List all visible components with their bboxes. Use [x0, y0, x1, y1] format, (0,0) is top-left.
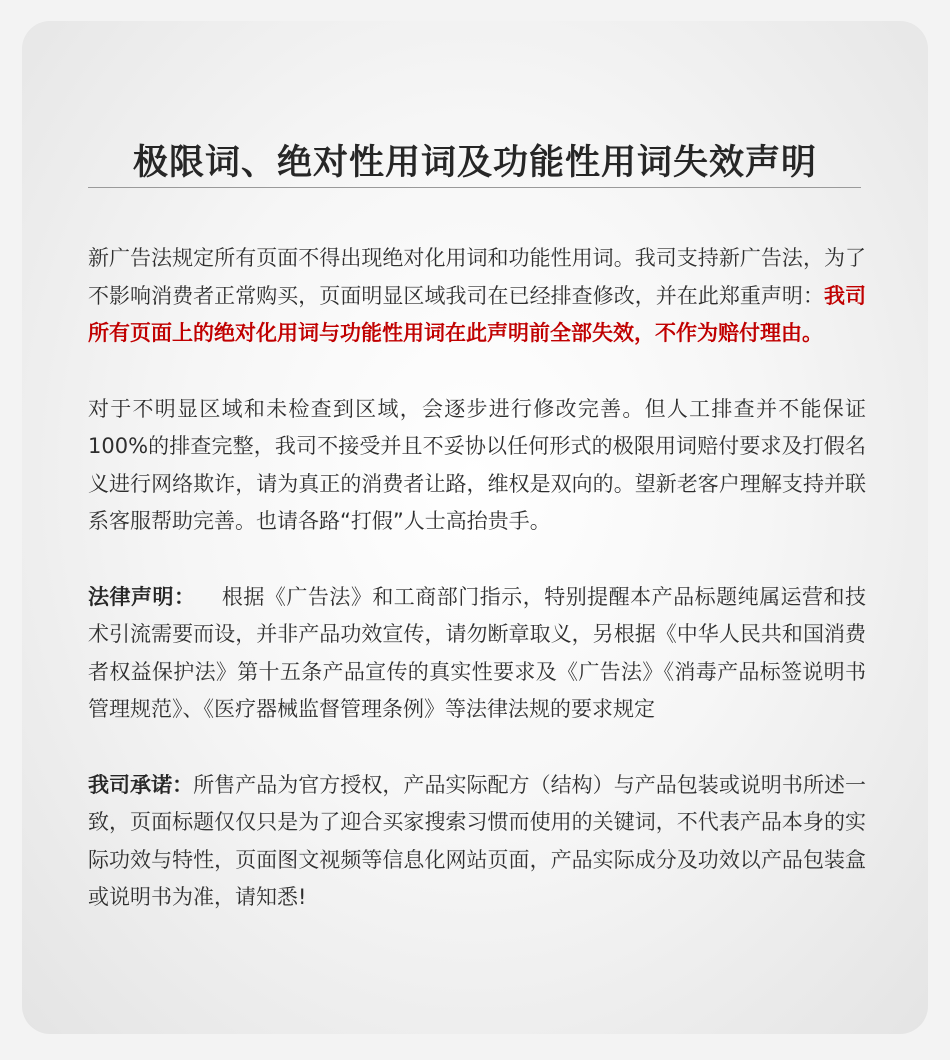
page-title: 极限词、绝对性用词及功能性用词失效声明 [132, 143, 817, 183]
title-divider [88, 187, 861, 188]
commitment-text: 所售产品为官方授权，产品实际配方（结构）与产品包装或说明书所述一致，页面标题仅仅只是为了迎合买家搜索习惯而使用的关键词，不代表产品本身的实际功效与特性，页面图文视频等信息化网站页面，产品实际成分及功效以产品包装盒或说明书为准，请知悉! [88, 772, 866, 909]
legal-statement-label: 法律声明： [88, 584, 196, 609]
paragraph-unchecked-areas [88, 391, 866, 541]
legal-statement-text: 根据《广告法》和工商部门指示，特别提醒本产品标题纯属运营和技术引流需要而设，并非产品功效宣传，请勿断章取义，另根据《中华人民共和国消费者权益保护法》第十五条产品宣传的真实性要求及《广告法》《消毒产品标签说明书管理规范》、《医疗器械监督管理条例》等法律法规的要求规定 [88, 584, 867, 721]
paragraph-unchecked-areas-text: 对于不明显区域和未检查到区域，会逐步进行修改完善。但人工排查并不能保证100%的排查完整，我司不接受并且不妥协以任何形式的极限用词赔付要求及打假名义进行网络欺诈，请为真正的消费者让路，维权是双向的。望新老客户理解支持并联系客服帮助完善。也请各路“打假”人士高抬贵手。 [88, 396, 866, 533]
paragraph-ad-law-text: 新广告法规定所有页面不得出现绝对化用词和功能性用词。我司支持新广告法，为了不影响消费者正常购买，页面明显区域我司在已经排查修改，并在此郑重声明： [88, 246, 866, 308]
paragraph-legal-statement [88, 579, 866, 729]
commitment-label: 我司承诺： [88, 772, 194, 797]
invalidation-highlight: 我司所有页面上的绝对化用词与功能性用词在此声明前全部失效，不作为赔付理由。 [88, 283, 866, 345]
statement-card [22, 21, 928, 1034]
statement-body [88, 240, 866, 955]
paragraph-commitment [88, 767, 866, 917]
paragraph-ad-law [88, 240, 866, 353]
